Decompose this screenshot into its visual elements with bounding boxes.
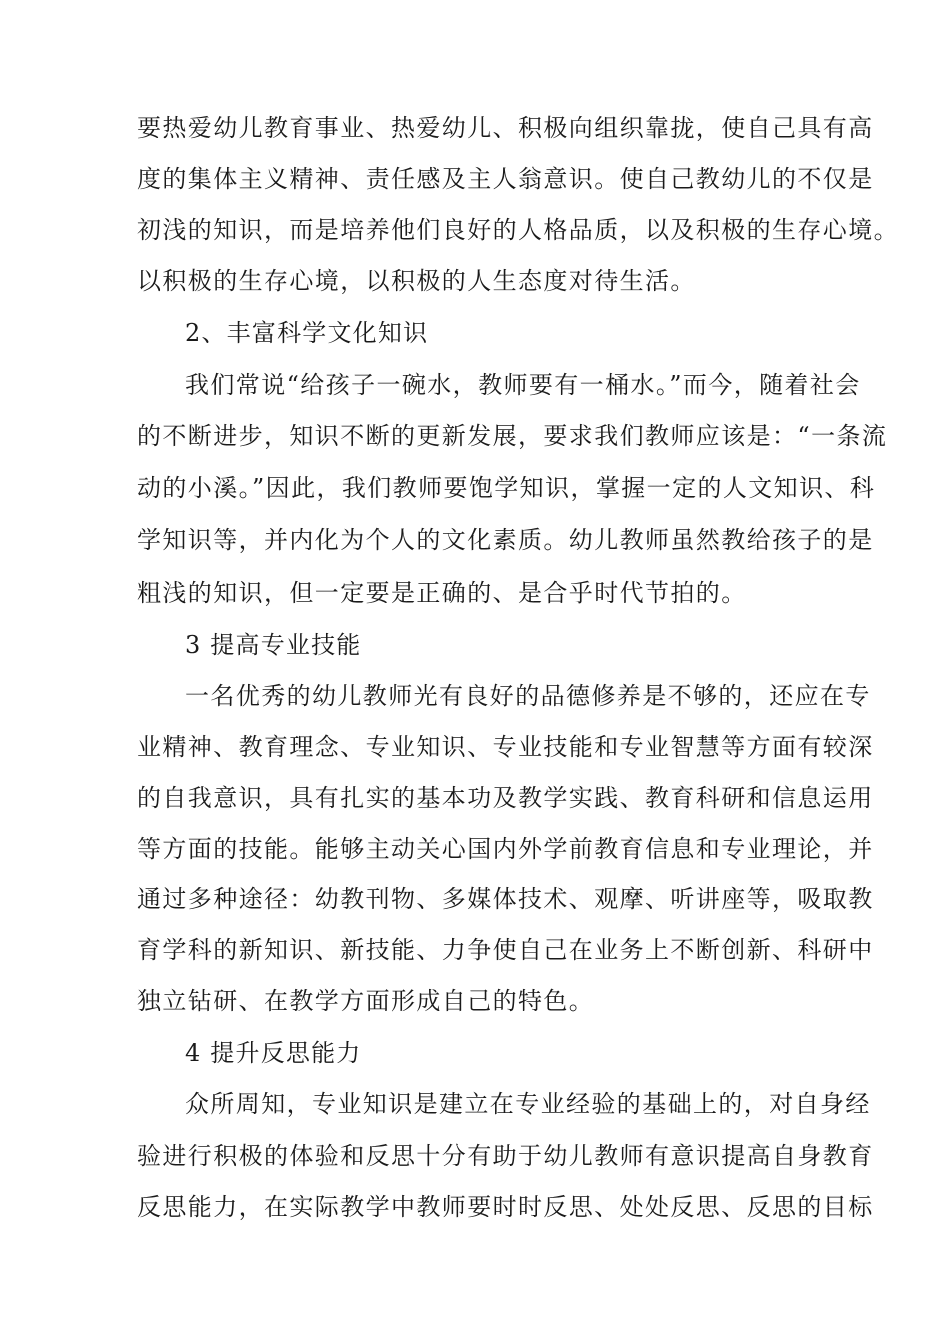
paragraph-2-line-4: 学知识等，并内化为个人的文化素质。幼儿教师虽然教给孩子的是 [137, 526, 874, 554]
section-heading-2: 2、丰富科学文化知识 [185, 319, 429, 347]
paragraph-2-line-5: 粗浅的知识，但一定要是正确的、是合乎时代节拍的。 [137, 579, 747, 607]
paragraph-2-line-1: 我们常说“给孩子一碗水，教师要有一桶水。”而今，随着社会 [185, 371, 861, 399]
section-heading-3: 3 提高专业技能 [185, 631, 362, 659]
paragraph-4-line-2: 验进行积极的体验和反思十分有助于幼儿教师有意识提高自身教育 [137, 1142, 874, 1170]
paragraph-3-line-4: 等方面的技能。能够主动关心国内外学前教育信息和专业理论，并 [137, 835, 874, 863]
paragraph-3-line-3: 的自我意识，具有扎实的基本功及教学实践、教育科研和信息运用 [137, 784, 874, 812]
paragraph-3-line-5: 通过多种途径：幼教刊物、多媒体技术、观摩、听讲座等，吸取教 [137, 885, 874, 913]
paragraph-4-line-3: 反思能力，在实际教学中教师要时时反思、处处反思、反思的目标 [137, 1193, 874, 1221]
paragraph-1-line-4: 以积极的生存心境，以积极的人生态度对待生活。 [137, 267, 696, 295]
paragraph-3-line-1: 一名优秀的幼儿教师光有良好的品德修养是不够的，还应在专 [185, 682, 871, 710]
paragraph-4-line-1: 众所周知，专业知识是建立在专业经验的基础上的，对自身经 [185, 1090, 871, 1118]
paragraph-3-line-6: 育学科的新知识、新技能、力争使自己在业务上不断创新、科研中 [137, 936, 874, 964]
paragraph-1-line-1: 要热爱幼儿教育事业、热爱幼儿、积极向组织靠拢，使自己具有高 [137, 114, 874, 142]
paragraph-3-line-7: 独立钻研、在教学方面形成自己的特色。 [137, 987, 595, 1015]
paragraph-2-line-2: 的不断进步，知识不断的更新发展，要求我们教师应该是：“一条流 [137, 422, 888, 450]
paragraph-2-line-3: 动的小溪。”因此，我们教师要饱学知识，掌握一定的人文知识、科 [137, 474, 876, 502]
paragraph-3-line-2: 业精神、教育理念、专业知识、专业技能和专业智慧等方面有较深 [137, 733, 874, 761]
paragraph-1-line-3: 初浅的知识，而是培养他们良好的人格品质，以及积极的生存心境。 [137, 216, 899, 244]
section-heading-4: 4 提升反思能力 [185, 1039, 362, 1067]
paragraph-1-line-2: 度的集体主义精神、责任感及主人翁意识。使自己教幼儿的不仅是 [137, 165, 874, 193]
